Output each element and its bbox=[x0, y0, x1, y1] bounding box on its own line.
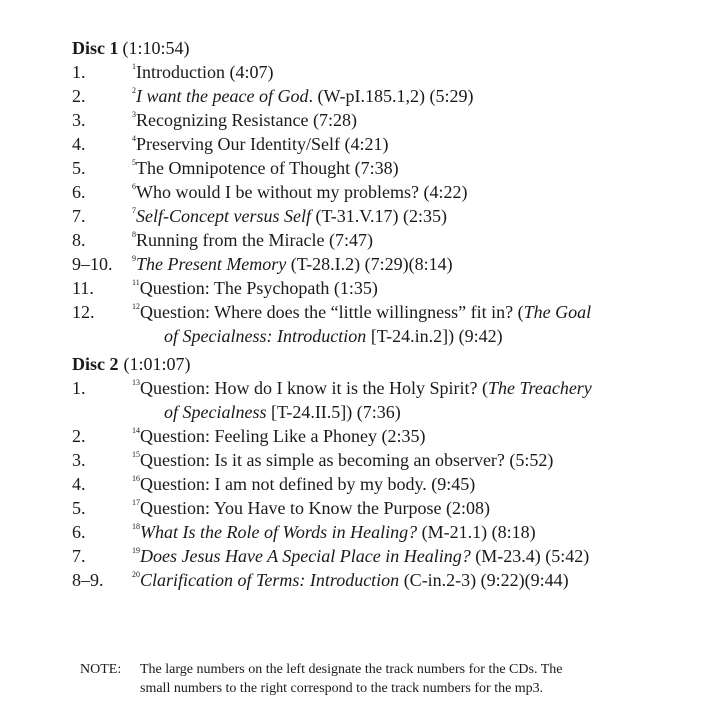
note-line-1: The large numbers on the left designate the track numbers for the CDs. The bbox=[140, 662, 563, 677]
track-title-italic: The Treachery bbox=[487, 378, 592, 398]
disc-1-title: Disc 1 bbox=[72, 38, 119, 58]
cd-track-number: 3. bbox=[72, 110, 86, 130]
mp3-track-number: 5 bbox=[132, 158, 136, 167]
cd-track-number: 5. bbox=[72, 158, 86, 178]
track-row bbox=[72, 180, 672, 204]
track-time: (7:47) bbox=[328, 230, 373, 250]
cd-track-number: 7. bbox=[72, 206, 86, 226]
cd-track-number: 1. bbox=[72, 62, 86, 82]
track-title: Recognizing Resistance bbox=[136, 110, 309, 130]
track-title-continued: of Specialness bbox=[164, 402, 267, 422]
track-title: The Omnipotence of Thought bbox=[136, 158, 351, 178]
cd-track-number: 6. bbox=[72, 522, 86, 542]
track-row bbox=[72, 252, 672, 276]
mp3-track-number: 15 bbox=[132, 450, 140, 459]
track-time: (1:35) bbox=[333, 278, 378, 298]
track-time: (7:29)(8:14) bbox=[364, 254, 453, 274]
track-time: (8:18) bbox=[491, 522, 536, 542]
mp3-track-number: 19 bbox=[132, 546, 140, 555]
track-reference: (T-28.I.2) bbox=[290, 254, 361, 274]
track-title: Question: Is it as simple as becoming an observer? bbox=[140, 450, 505, 470]
track-time: (2:08) bbox=[446, 498, 490, 518]
mp3-track-number: 9 bbox=[132, 254, 136, 263]
track-row bbox=[72, 376, 672, 424]
track-reference: (M-21.1) bbox=[421, 522, 488, 542]
track-title: Does Jesus Have A Special Place in Healing? bbox=[140, 546, 471, 566]
track-row bbox=[72, 276, 672, 300]
mp3-track-number: 13 bbox=[132, 378, 140, 387]
track-row bbox=[72, 496, 672, 520]
track-title: Question: You Have to Know the Purpose bbox=[140, 498, 442, 518]
track-reference: (M-23.4) bbox=[475, 546, 541, 566]
mp3-track-number: 8 bbox=[132, 230, 136, 239]
track-time: (4:22) bbox=[423, 182, 468, 202]
mp3-track-number: 4 bbox=[132, 134, 136, 143]
track-row bbox=[72, 204, 672, 228]
track-time: (9:22)(9:44) bbox=[480, 570, 569, 590]
track-row bbox=[72, 60, 672, 84]
track-title: The Present Memory bbox=[136, 254, 287, 274]
track-row bbox=[72, 300, 672, 348]
track-time: (4:21) bbox=[344, 134, 389, 154]
mp3-track-number: 20 bbox=[132, 570, 140, 579]
track-row bbox=[72, 84, 672, 108]
track-title: Introduction bbox=[136, 62, 225, 82]
cd-track-number: 5. bbox=[72, 498, 86, 518]
mp3-track-number: 14 bbox=[132, 426, 140, 435]
mp3-track-number: 6 bbox=[132, 182, 136, 191]
mp3-track-number: 3 bbox=[132, 110, 136, 119]
track-time: (9:45) bbox=[431, 474, 476, 494]
cd-track-number: 9–10. bbox=[72, 254, 113, 274]
track-row bbox=[72, 472, 672, 496]
cd-track-number: 8–9. bbox=[72, 570, 104, 590]
track-title: Question: I am not defined by my body. bbox=[140, 474, 427, 494]
track-reference: [T-24.in.2]) bbox=[370, 326, 455, 346]
track-title: What Is the Role of Words in Healing? bbox=[140, 522, 418, 542]
mp3-track-number: 12 bbox=[132, 302, 140, 311]
track-title: Clarification of Terms: Introduction bbox=[140, 570, 400, 590]
track-row bbox=[72, 108, 672, 132]
cd-track-number: 4. bbox=[72, 474, 86, 494]
track-time: (7:36) bbox=[356, 402, 401, 422]
footnote bbox=[80, 660, 680, 698]
cd-track-number: 7. bbox=[72, 546, 86, 566]
track-title: Preserving Our Identity/Self bbox=[136, 134, 340, 154]
mp3-track-number: 1 bbox=[132, 62, 136, 71]
track-title: Who would I be without my problems? bbox=[136, 182, 419, 202]
cd-track-number: 6. bbox=[72, 182, 86, 202]
disc-2-title: Disc 2 bbox=[72, 354, 119, 374]
track-title: I want the peace of God bbox=[136, 86, 309, 106]
cd-track-number: 2. bbox=[72, 86, 86, 106]
track-time: (2:35) bbox=[381, 426, 426, 446]
cd-track-number: 1. bbox=[72, 378, 86, 398]
mp3-track-number: 18 bbox=[132, 522, 140, 531]
track-title: Question: How do I know it is the Holy Spirit? ( bbox=[140, 378, 488, 398]
cd-track-number: 12. bbox=[72, 302, 95, 322]
track-time: (9:42) bbox=[458, 326, 503, 346]
note-line-2: small numbers to the right correspond to the track numbers for the mp3. bbox=[140, 681, 544, 696]
track-title: Question: Where does the “little willingness” fit in? ( bbox=[140, 302, 524, 322]
disc-2-header bbox=[72, 352, 672, 376]
note-label: NOTE: bbox=[80, 662, 122, 677]
track-row bbox=[72, 132, 672, 156]
disc-1-header bbox=[72, 36, 672, 60]
track-reference: (C-in.2-3) bbox=[403, 570, 477, 590]
track-row bbox=[72, 448, 672, 472]
track-title: Question: The Psychopath bbox=[139, 278, 330, 298]
mp3-track-number: 17 bbox=[132, 498, 140, 507]
track-title: Running from the Miracle bbox=[136, 230, 325, 250]
track-title-continued: of Specialness: Introduction bbox=[164, 326, 367, 346]
track-title: Self-Concept versus Self bbox=[136, 206, 311, 226]
track-row bbox=[72, 568, 672, 592]
track-time: (5:29) bbox=[429, 86, 474, 106]
cd-track-number: 11. bbox=[72, 278, 94, 298]
track-row bbox=[72, 156, 672, 180]
track-row bbox=[72, 424, 672, 448]
disc-2-section bbox=[72, 352, 672, 592]
track-title-italic: The Goal bbox=[523, 302, 592, 322]
cd-track-number: 4. bbox=[72, 134, 86, 154]
mp3-track-number: 2 bbox=[132, 86, 136, 95]
disc-1-section bbox=[72, 36, 672, 348]
track-row bbox=[72, 520, 672, 544]
track-time: (5:42) bbox=[545, 546, 590, 566]
track-time: (7:38) bbox=[354, 158, 399, 178]
cd-track-number: 2. bbox=[72, 426, 86, 446]
track-row bbox=[72, 544, 672, 568]
track-row bbox=[72, 228, 672, 252]
track-reference: . (W-pI.185.1,2) bbox=[308, 86, 425, 106]
track-reference: [T-24.II.5]) bbox=[270, 402, 353, 422]
mp3-track-number: 16 bbox=[132, 474, 140, 483]
disc-2-duration: (1:01:07) bbox=[123, 354, 191, 374]
cd-track-number: 8. bbox=[72, 230, 86, 250]
disc-1-duration: (1:10:54) bbox=[122, 38, 190, 58]
track-time: (2:35) bbox=[402, 206, 447, 226]
track-title: Question: Feeling Like a Phoney bbox=[140, 426, 377, 446]
track-time: (4:07) bbox=[229, 62, 274, 82]
mp3-track-number: 7 bbox=[132, 206, 136, 215]
cd-track-number: 3. bbox=[72, 450, 86, 470]
track-time: (7:28) bbox=[312, 110, 357, 130]
track-reference: (T-31.V.17) bbox=[315, 206, 399, 226]
track-time: (5:52) bbox=[509, 450, 554, 470]
mp3-track-number: 11 bbox=[132, 278, 140, 287]
